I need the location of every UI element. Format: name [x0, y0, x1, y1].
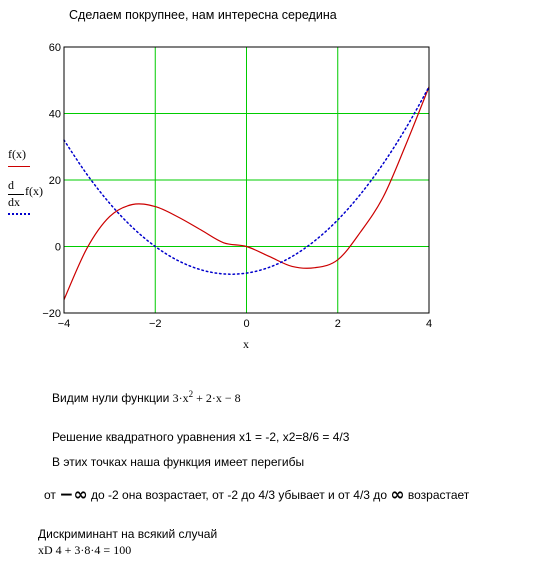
zeros-line — [52, 389, 241, 406]
y-tick-label: 20 — [48, 175, 61, 187]
legend-d-denominator: dx — [8, 195, 20, 209]
x-tick-label: 0 — [243, 318, 250, 330]
zeros-exponent: 2 — [188, 389, 194, 399]
zeros-expr-a: 3·x — [172, 391, 189, 405]
legend-f-swatch — [8, 166, 30, 167]
discriminant-expression: xD 4 + 3·8·4 = 100 — [38, 543, 132, 557]
discriminant-label: Дискриминант на всякий случай — [38, 527, 218, 541]
x-tick-label: −2 — [148, 318, 162, 330]
zeros-expression — [173, 391, 241, 405]
legend-d-numerator: d — [8, 178, 14, 192]
mono-middle: до -2 она возрастает, от -2 до 4/3 убывает и от 4/3 до — [91, 488, 387, 502]
mono-from: от — [44, 488, 56, 502]
x-tick-label: 2 — [334, 318, 341, 330]
minus-infinity-symbol: −∞ — [59, 485, 88, 505]
infinity-symbol: ∞ — [390, 485, 405, 505]
legend-d-fx: f(x) — [25, 184, 43, 198]
tick-layer — [42, 42, 432, 330]
x-tick-label: −4 — [57, 318, 71, 330]
solution-line: Решение квадратного уравнения x1 = -2, x2=8/6 = 4/3 — [52, 430, 350, 444]
y-tick-label: 40 — [48, 108, 61, 121]
y-tick-label: 0 — [54, 241, 61, 254]
page-heading: Сделаем покрупнее, нам интересна середина — [69, 8, 337, 22]
y-tick-label: −20 — [42, 308, 61, 320]
inflection-line: В этих точках наша функция имеет перегибы — [52, 455, 305, 469]
y-tick-label: 60 — [48, 42, 61, 54]
mono-end: возрастает — [407, 488, 470, 502]
legend-f-label: f(x) — [8, 147, 26, 161]
zeros-prefix: Видим нули функции — [52, 391, 170, 405]
zeros-expr-b: + 2·x − 8 — [193, 391, 241, 405]
legend-d-swatch — [8, 213, 30, 215]
monotonic-line — [44, 485, 469, 505]
x-tick-label: 4 — [425, 318, 433, 330]
x-axis-label: x — [243, 337, 249, 351]
